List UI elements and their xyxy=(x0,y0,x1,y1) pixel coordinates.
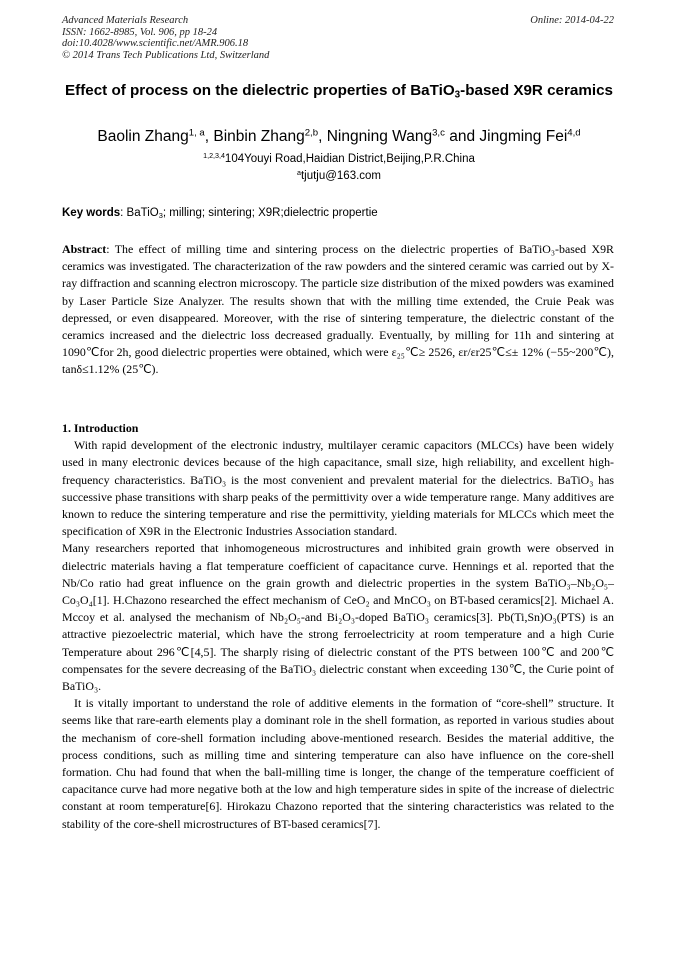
paper-title: Effect of process on the dielectric properties of BaTiO$_3$-based X9R ceramics xyxy=(65,82,613,101)
author-list: Baolin Zhang$^{1, a}$, Binbin Zhang$^{2,b}$, Ningning Wang$^{3,c}$ and Jingming Fei$^{4,d}$ xyxy=(97,127,581,145)
doi-line: doi:10.4028/www.scientific.net/AMR.906.18 xyxy=(62,38,249,50)
online-date: Online: 2014-04-22 xyxy=(530,15,614,26)
introduction-section xyxy=(62,420,614,833)
paragraph: Many researchers reported that inhomogeneous microstructures and inhibited grain growth were observed in dielectric materials having a flat temperature coefficient of capacitance curve. Hennings et al. reported that the Nb/Co ratio had great influence on the grain growth and dielectric properties in the system BaTiO₃–Nb₂O₅–Co₃O₄[1]. H.Chazono researched the effect mechanism of CeO₂ and MnCO₃ on BT-based ceramics[2]. Michael A. Mccoy et al. analysed the mechanism of Nb₂O₅-and Bi₂O₃-doped BaTiO₃ ceramics[3]. Pb(Ti,Sn)O₃(PTS) is an attractive piezoelectric material, which have the strong ferroelectricity at room temperature and a high Curie Temperature about 296℃[4,5]. The sharply rising of dielectric constant of the PTS between 100℃ and 200℃ compensates for the severe decreasing of the BaTiO₃ dielectric constant when exceeding 130℃, the Curie point of BaTiO₃. xyxy=(62,541,614,694)
author-name: Ningning Wang xyxy=(326,128,433,145)
author-name: Jingming Fei xyxy=(479,128,568,145)
abstract-label: Abstract xyxy=(62,242,107,256)
journal-header xyxy=(62,15,269,61)
section-heading: 1. Introduction xyxy=(62,421,139,435)
affiliation-email: $^a$tjutju@163.com xyxy=(296,169,382,182)
abstract-text: : The effect of milling time and sintering process on the dielectric properties of BaTiO₃-based X9R ceramics was investigated. The characterization of the raw powders and the sintered ceramic was carried out by X-ray diffraction and scanning electron microscopy. The particle size distribution of the mixed powders was examined by Laser Particle Size Analyzer. The results shown that with the milling time extended, the Cruie Peak was depressed, or even disappeared. Moreover, with the rise of sintering temperature, the dielectric constant of the ceramics increased and the dielectric loss decreased gradually. Eventually, by milling for 11h and sintering at 1090℃for 2h, good dielectric properties were obtained, which were ε₂₅℃≥ 2526, εr/εr25℃≤± 12% (−55~200℃), tanδ≤1.12% (25℃). xyxy=(62,242,614,377)
abstract xyxy=(62,241,614,379)
keywords: Key words: BaTiO$_3$; milling; sintering; X9R;dielectric propertie xyxy=(62,207,378,220)
copyright-line: © 2014 Trans Tech Publications Ltd, Switzerland xyxy=(62,49,270,61)
keywords-label: Key words xyxy=(62,207,121,219)
paragraph: With rapid development of the electronic industry, multilayer ceramic capacitors (MLCCs) have been widely used in many electronic devices because of the high capacitance, small size, high reliability, and excellent high-frequency characteristics. BaTiO₃ is the most convenient and prevalent material for the dielectrics. BaTiO₃ has successive phase transitions with sharp peaks of the permittivity over a wide temperature range. Many additives are known to reduce the sintering temperature and rise the permittivity, yielding materials for MLCCs which meet the specification of X9R in the Electronic Industries Association standard. xyxy=(62,438,614,539)
journal-name: Advanced Materials Research xyxy=(62,15,189,26)
affiliation-address: $^{1,2,3,4}$104Youyi Road,Haidian District,Beijing,P.R.China xyxy=(203,152,475,165)
paragraph: It is vitally important to understand the role of additive elements in the formation of “core-shell” structure. It seems like that rare-earth elements play a dominant role in the shell formation, as reported in various studies about the mechanism of core-shell formation including above-mentioned research. Besides the material additive, the process conditions, such as milling time and sintering temperature can also have influence on the core-shell formation. Chu had found that when the ball-milling time is longer, the change of the temperature coefficient of capacitance curve had more negative both at the low and high temperature sides in spite of the increase of dielectric constant at room temperature[6]. Hirokazu Chazono reported that the sintering characteristics was related to the stability of the core-shell microstructures of BT-based ceramics[7]. xyxy=(62,696,614,831)
author-name: Binbin Zhang xyxy=(213,128,305,145)
affiliation xyxy=(62,151,616,185)
issn-line: ISSN: 1662-8985, Vol. 906, pp 18-24 xyxy=(62,26,218,38)
author-name: Baolin Zhang xyxy=(97,128,189,145)
